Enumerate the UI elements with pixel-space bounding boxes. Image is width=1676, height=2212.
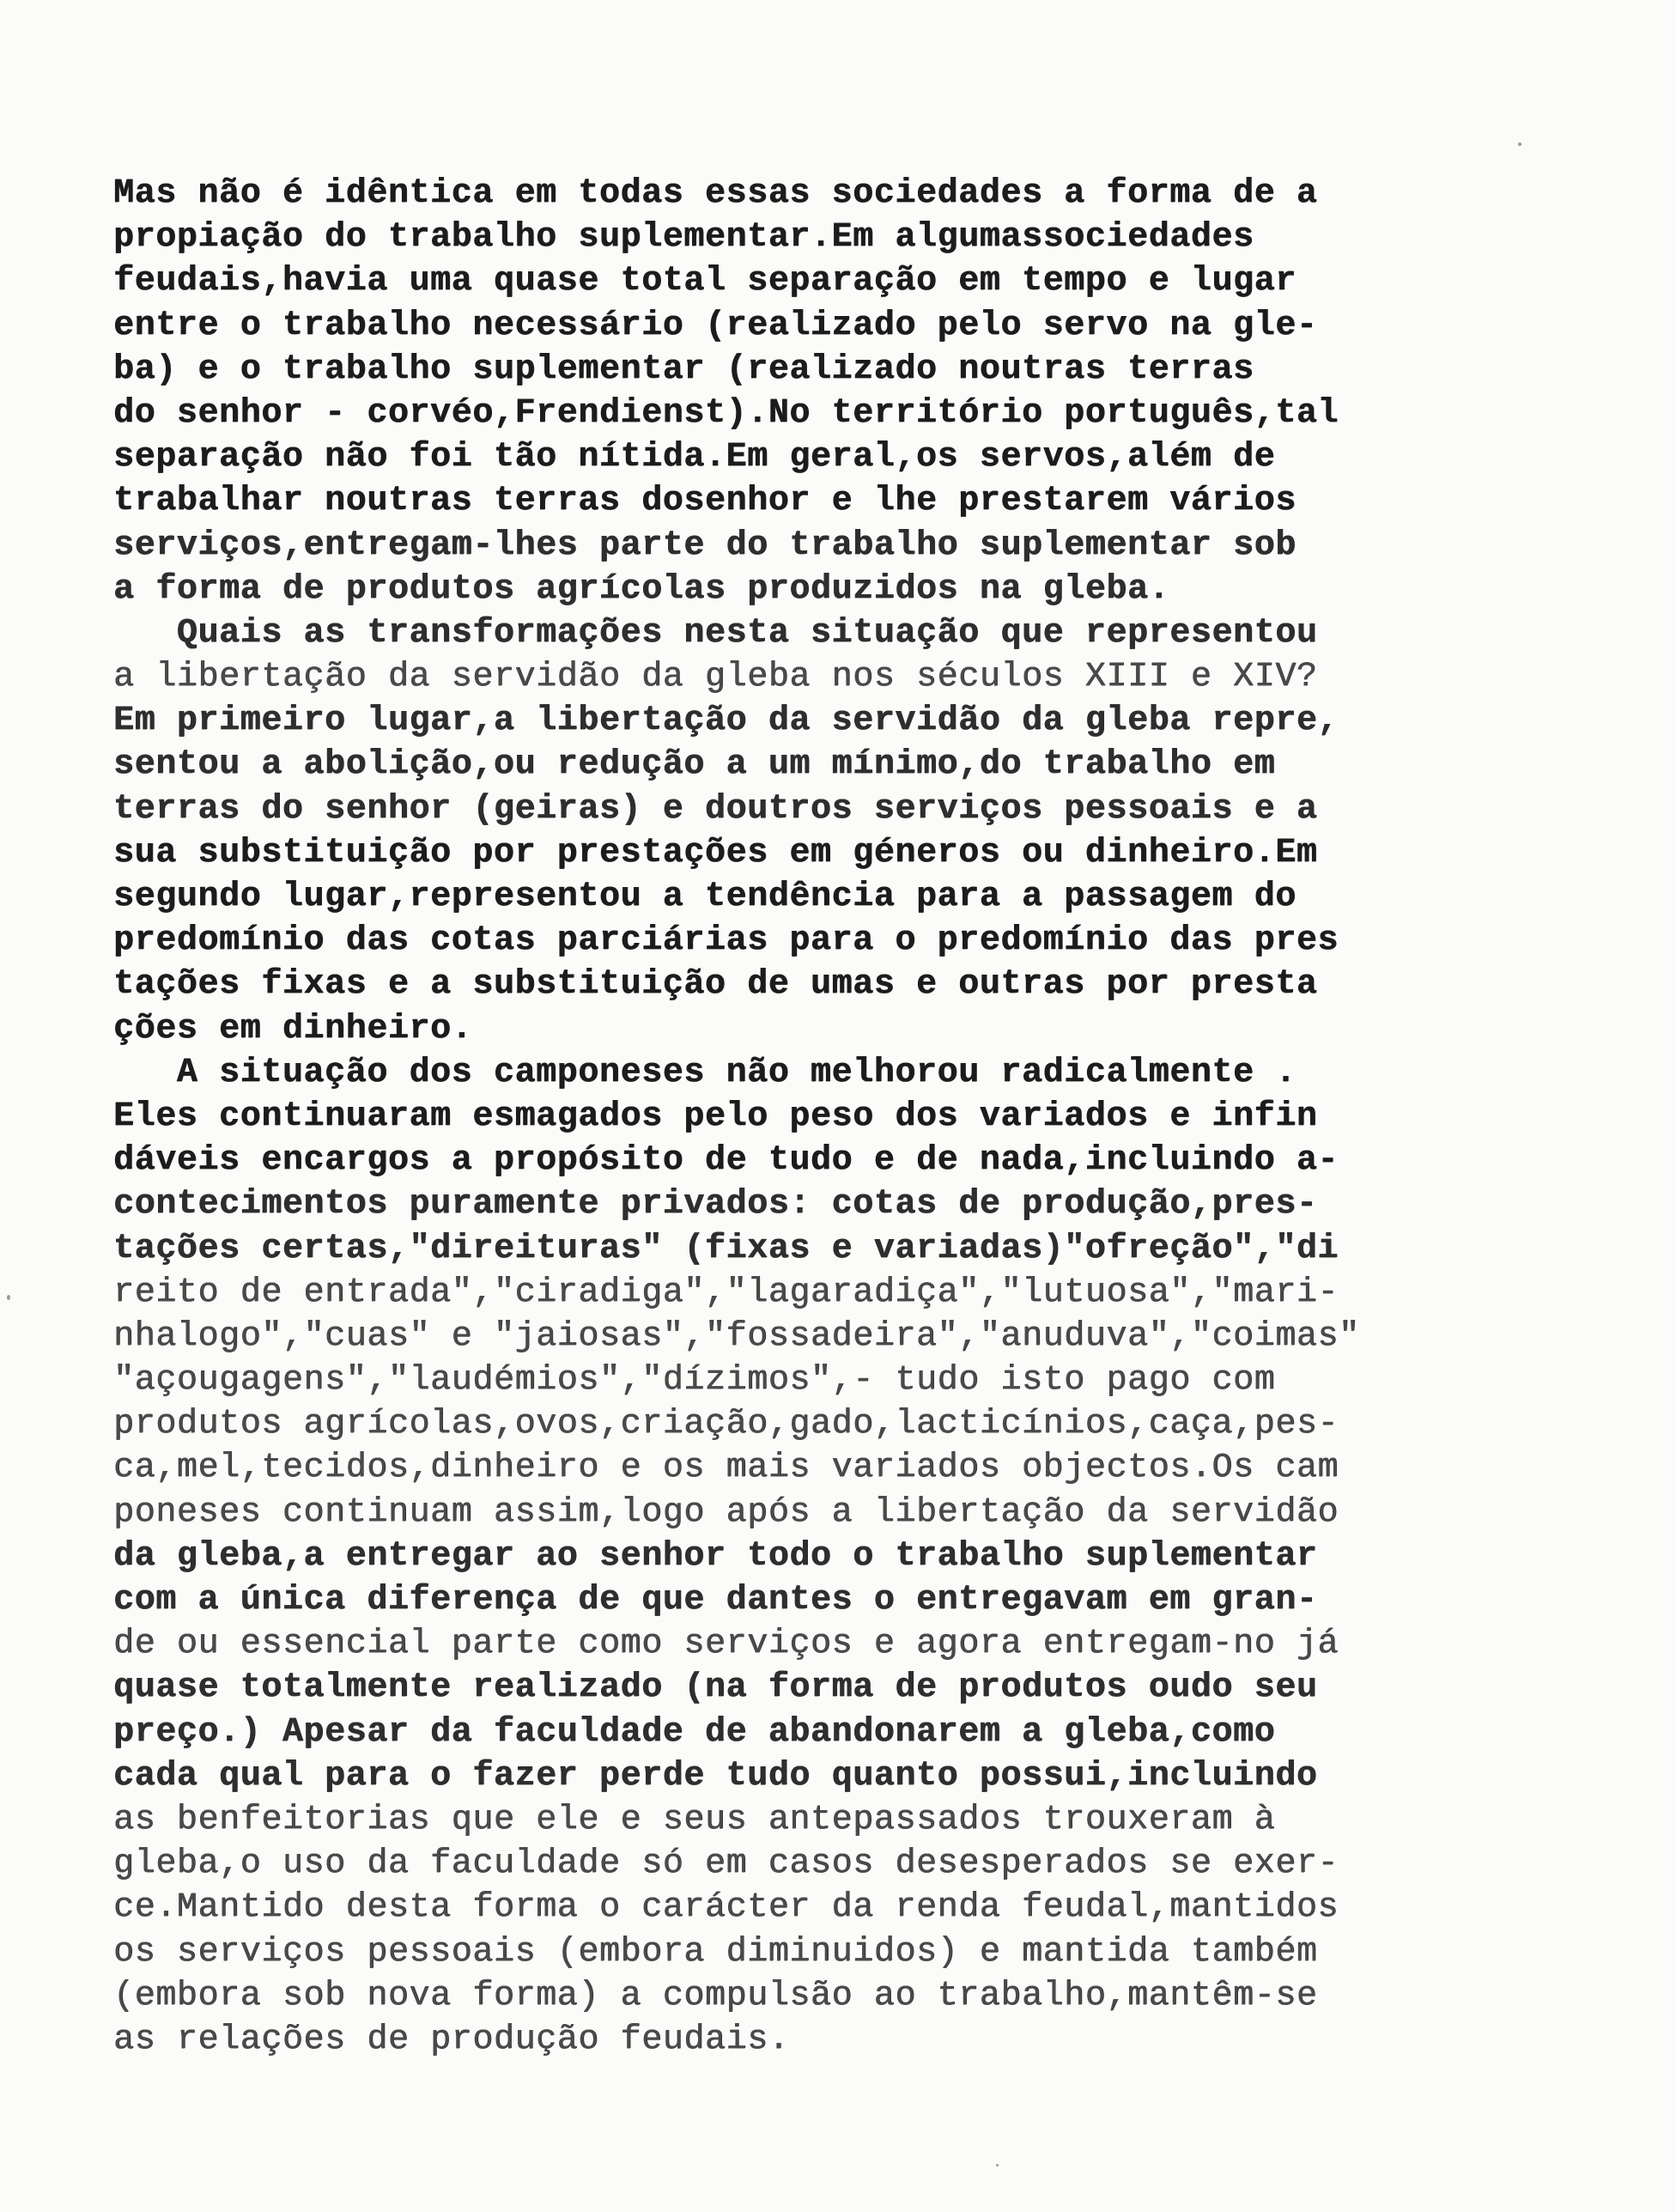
text-line: reito de entrada","ciradiga","lagaradiça","lutuosa","mari- xyxy=(113,1273,1339,1312)
text-line: nhalogo","cuas" e "jaiosas","fossadeira","anuduva","coimas" xyxy=(113,1316,1360,1356)
text-line: serviços,entregam-lhes parte do trabalho suplementar sob xyxy=(113,526,1296,565)
text-line: segundo lugar,representou a tendência para a passagem do xyxy=(113,878,1296,916)
text-line: a forma de produtos agrícolas produzidos na gleba. xyxy=(113,569,1170,609)
text-line: tações fixas e a substituição de umas e outras por presta xyxy=(113,965,1318,1005)
text-line: entre o trabalho necessário (realizado pelo servo na gle- xyxy=(113,306,1318,345)
paper-speck xyxy=(7,1295,10,1300)
text-line: tações certas,"direituras" (fixas e variadas)"ofreção","di xyxy=(113,1229,1339,1268)
text-line: poneses continuam assim,logo após a libertação da servidão xyxy=(113,1492,1339,1532)
text-line: terras do senhor (geiras) e doutros serviços pessoais e a xyxy=(113,789,1318,829)
text-line: "açougagens","laudémios","dízimos",- tudo isto pago com xyxy=(113,1361,1276,1401)
text-line: Mas não é idêntica em todas essas sociedades a forma de a xyxy=(113,174,1318,213)
text-line: os serviços pessoais (embora diminuidos) e mantida também xyxy=(113,1932,1318,1972)
text-line: de ou essencial parte como serviços e agora entregam-no já xyxy=(113,1625,1339,1664)
typewritten-text-block xyxy=(113,172,1590,2062)
text-line: predomínio das cotas parciárias para o predomínio das pres xyxy=(113,921,1339,961)
text-line: A situação dos camponeses não melhorou radicalmente . xyxy=(113,1053,1296,1092)
text-line: a libertação da servidão da gleba nos séculos XIII e XIV? xyxy=(113,658,1318,697)
text-line: preço.) Apesar da faculdade de abandonarem a gleba,como xyxy=(113,1712,1276,1752)
text-line: ce.Mantido desta forma o carácter da renda feudal,mantidos xyxy=(113,1888,1339,1928)
text-line: ba) e o trabalho suplementar (realizado noutras terras xyxy=(113,349,1254,389)
text-line: (embora sob nova forma) a compulsão ao trabalho,mantêm-se xyxy=(113,1976,1318,2015)
text-line: com a única diferença de que dantes o entregavam em gran- xyxy=(113,1581,1318,1620)
text-line: do senhor - corvéo,Frendienst).No território português,tal xyxy=(113,393,1339,433)
text-line: separação não foi tão nítida.Em geral,os servos,além de xyxy=(113,438,1276,477)
text-line: sua substituição por prestações em géneros ou dinheiro.Em xyxy=(113,833,1318,872)
text-line: ções em dinheiro. xyxy=(113,1009,473,1048)
text-line: dáveis encargos a propósito de tudo e de nada,incluindo a- xyxy=(113,1141,1339,1181)
text-line: gleba,o uso da faculdade só em casos desesperados se exer- xyxy=(113,1844,1339,1884)
text-line: produtos agrícolas,ovos,criação,gado,lacticínios,caça,pes- xyxy=(113,1405,1339,1444)
text-line: trabalhar noutras terras dosenhor e lhe prestarem vários xyxy=(113,482,1296,521)
text-line: Quais as transformações nesta situação que representou xyxy=(113,613,1318,653)
text-line: propiação do trabalho suplementar.Em algumassociedades xyxy=(113,218,1254,258)
text-line: feudais,havia uma quase total separação em tempo e lugar xyxy=(113,262,1296,301)
text-line: as relações de produção feudais. xyxy=(113,2020,790,2059)
text-line: quase totalmente realizado (na forma de produtos oudo seu xyxy=(113,1668,1318,1708)
text-line: contecimentos puramente privados: cotas de produção,pres- xyxy=(113,1185,1318,1224)
text-line: Eles continuaram esmagados pelo peso dos variados e infin xyxy=(113,1097,1318,1136)
text-line: Em primeiro lugar,a libertação da servidão da gleba repre, xyxy=(113,702,1339,741)
text-line: cada qual para o fazer perde tudo quanto possui,incluindo xyxy=(113,1756,1318,1796)
paper-speck xyxy=(1518,143,1521,146)
text-line: sentou a abolição,ou redução a um mínimo,do trabalho em xyxy=(113,745,1276,785)
text-line: da gleba,a entregar ao senhor todo o trabalho suplementar xyxy=(113,1536,1318,1576)
text-line: ca,mel,tecidos,dinheiro e os mais variados objectos.Os cam xyxy=(113,1449,1339,1488)
text-line: as benfeitorias que ele e seus antepassados trouxeram à xyxy=(113,1800,1276,1839)
paper-speck xyxy=(996,2164,999,2166)
